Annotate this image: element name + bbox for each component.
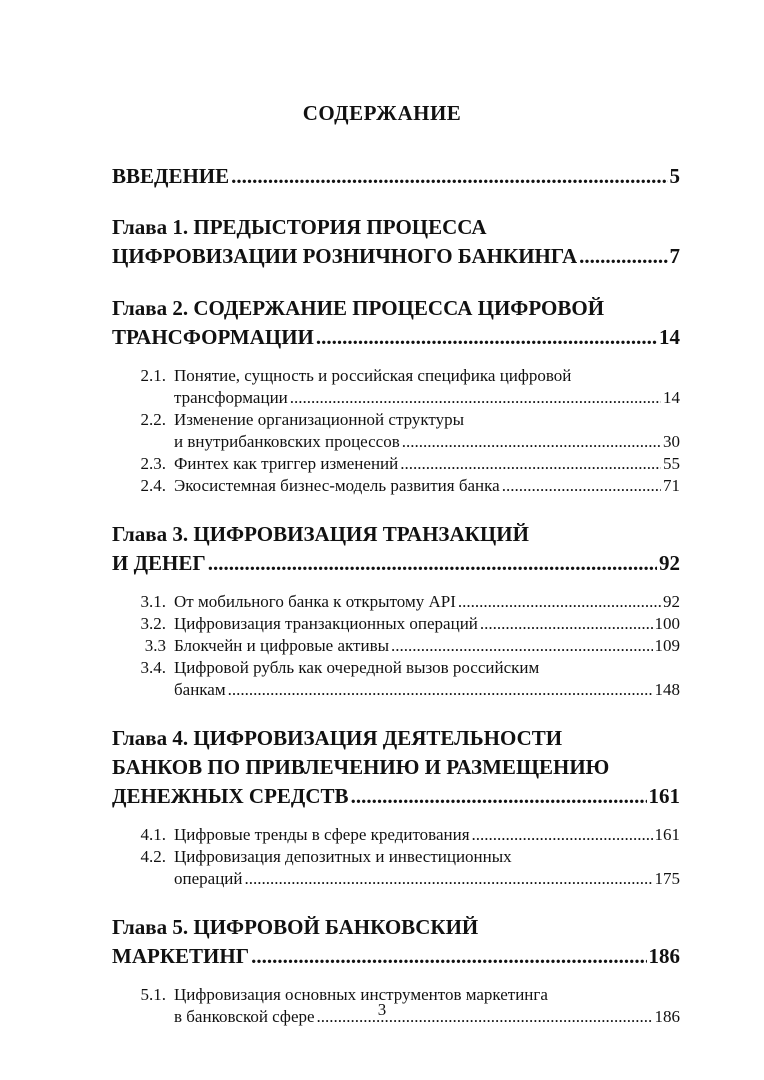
toc-section-3-4[interactable] (112, 657, 680, 701)
toc-chapter-2[interactable] (112, 294, 680, 352)
section-number: 2.4. (140, 476, 166, 495)
page-number: 3 (377, 1000, 387, 1019)
toc-page-number: 186 (648, 944, 680, 968)
toc-page-number: 14 (659, 325, 680, 349)
chapter-title-line: МАРКЕТИНГ (112, 944, 250, 968)
section-number: 3.4. (140, 658, 166, 677)
toc-section-3-2[interactable] (112, 613, 680, 635)
dot-leader (472, 824, 653, 846)
toc-section-4-1[interactable] (112, 824, 680, 846)
toc-page-number: 148 (654, 680, 680, 699)
toc-page-number: 186 (654, 1007, 680, 1026)
toc-page-number: 92 (659, 551, 680, 575)
toc-page-number: 55 (663, 454, 680, 473)
toc-page-number: 5 (669, 164, 680, 188)
toc-section-2-3[interactable] (112, 453, 680, 475)
dot-leader (351, 782, 647, 811)
section-title-line: Изменение организационной структуры (174, 410, 465, 429)
chapter-title-line: Глава 4. ЦИФРОВИЗАЦИЯ ДЕЯТЕЛЬНОСТИ (112, 726, 563, 750)
toc-page-number: 14 (663, 388, 680, 407)
dot-leader (458, 591, 661, 613)
section-title-line: Понятие, сущность и российская специфика цифровой (174, 366, 572, 385)
chapter-title-line: Глава 5. ЦИФРОВОЙ БАНКОВСКИЙ (112, 915, 479, 939)
toc-section-2-4[interactable] (112, 475, 680, 497)
toc-section-3-1[interactable] (112, 591, 680, 613)
section-title-line: Блокчейн и цифровые активы (174, 636, 390, 655)
toc-page-number: 92 (663, 592, 680, 611)
toc-page-number: 161 (648, 784, 680, 808)
toc-page-number: 7 (669, 244, 680, 268)
chapter-title-line: И ДЕНЕГ (112, 551, 206, 575)
chapter-title-line: ДЕНЕЖНЫХ СРЕДСТВ (112, 784, 349, 808)
table-of-contents (112, 162, 680, 1028)
section-title-line: Цифровизация основных инструментов маркетинга (174, 985, 548, 1004)
toc-section-3-3[interactable] (112, 635, 680, 657)
toc-page-number: 109 (654, 636, 680, 655)
dot-leader (502, 475, 661, 497)
dot-leader (228, 679, 653, 701)
chapter-title-line: Глава 1. ПРЕДЫСТОРИЯ ПРОЦЕССА (112, 215, 487, 239)
section-number: 4.1. (140, 825, 166, 844)
toc-page-number: 175 (654, 869, 680, 888)
chapter-title-line: ТРАНСФОРМАЦИИ (112, 325, 314, 349)
toc-chapter-3[interactable] (112, 520, 680, 578)
chapter-title-line: Глава 2. СОДЕРЖАНИЕ ПРОЦЕССА ЦИФРОВОЙ (112, 296, 605, 320)
toc-heading: СОДЕРЖАНИЕ (302, 101, 462, 125)
toc-section-4-2[interactable] (112, 846, 680, 890)
section-number: 2.1. (140, 366, 166, 385)
toc-chapter-4[interactable] (112, 724, 680, 811)
toc-page-number: 71 (663, 476, 680, 495)
chapter-title-line: БАНКОВ ПО ПРИВЛЕЧЕНИЮ И РАЗМЕЩЕНИЮ (112, 755, 610, 779)
section-number: 2.3. (140, 454, 166, 473)
section-number: 3.1. (140, 592, 166, 611)
dot-leader (402, 431, 661, 453)
section-title-line: Экосистемная бизнес-модель развития банка (174, 476, 500, 495)
toc-chapter-1[interactable] (112, 213, 680, 271)
dot-leader (290, 387, 661, 409)
toc-entry-title: ВВЕДЕНИЕ (112, 164, 230, 188)
section-number: 3.2. (140, 614, 166, 633)
toc-section-2-2[interactable] (112, 409, 680, 453)
section-title-line: Финтех как триггер изменений (174, 454, 399, 473)
dot-leader (579, 242, 667, 271)
section-title-line: От мобильного банка к открытому API (174, 592, 456, 611)
toc-entry-intro[interactable] (112, 162, 680, 191)
dot-leader (244, 868, 652, 890)
section-title-line: трансформации (174, 388, 288, 407)
toc-page-number: 100 (654, 614, 680, 633)
section-title-line: операций (174, 869, 243, 888)
toc-page-number: 30 (663, 432, 680, 451)
section-number: 5.1. (140, 985, 166, 1004)
dot-leader (251, 942, 646, 971)
dot-leader (400, 453, 661, 475)
toc-page-number: 161 (654, 825, 680, 844)
chapter-title-line: ЦИФРОВИЗАЦИИ РОЗНИЧНОГО БАНКИНГА (112, 244, 578, 268)
toc-section-2-1[interactable] (112, 365, 680, 409)
section-title-line: Цифровизация депозитных и инвестиционных (174, 847, 512, 866)
chapter-title-line: Глава 3. ЦИФРОВИЗАЦИЯ ТРАНЗАКЦИЙ (112, 522, 529, 546)
dot-leader (316, 323, 657, 352)
section-title-line: банкам (174, 680, 226, 699)
toc-chapter-5[interactable] (112, 913, 680, 971)
section-title-line: Цифровые тренды в сфере кредитования (174, 825, 470, 844)
section-title-line: Цифровизация транзакционных операций (174, 614, 478, 633)
dot-leader (391, 635, 652, 657)
dot-leader (208, 549, 657, 578)
dot-leader (231, 162, 667, 191)
section-number: 2.2. (140, 410, 166, 429)
dot-leader (480, 613, 653, 635)
section-number: 4.2. (140, 847, 166, 866)
section-number: 3.3 (144, 636, 166, 655)
section-title-line: Цифровой рубль как очередной вызов российским (174, 658, 540, 677)
section-title-line: и внутрибанковских процессов (174, 432, 400, 451)
section-title-line: в банковской сфере (174, 1007, 315, 1026)
